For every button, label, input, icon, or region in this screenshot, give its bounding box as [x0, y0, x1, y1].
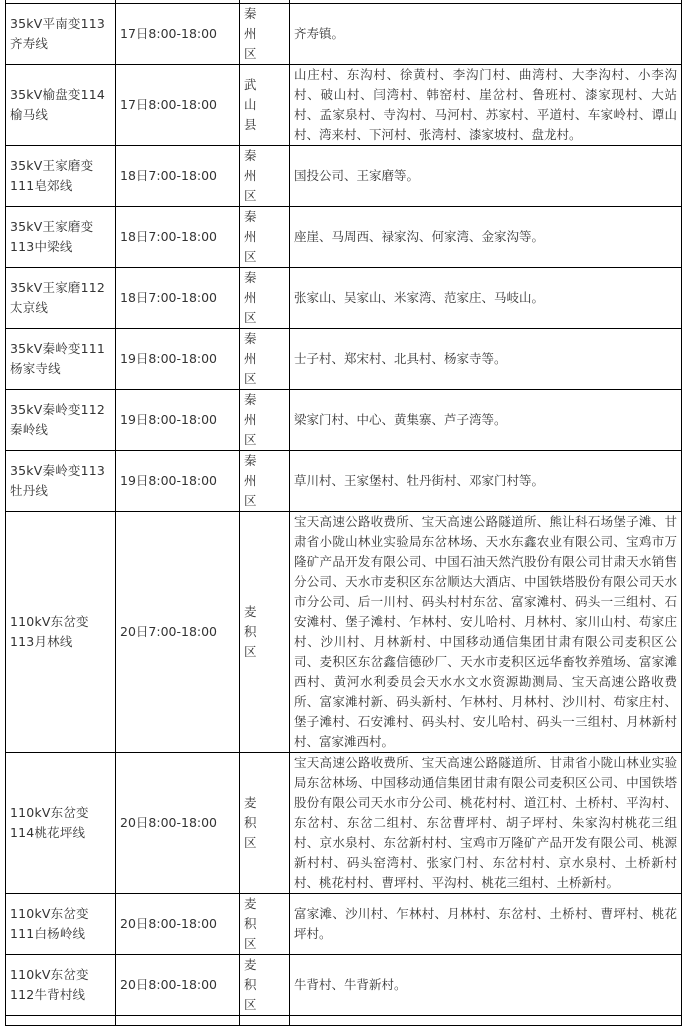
table-row — [6, 512, 682, 753]
affected-scope: 梁家门村、中心、黄集寨、芦子湾等。 — [290, 390, 682, 451]
district: 秦州区 — [240, 451, 290, 512]
line-name: 35kV王家磨112太京线 — [6, 268, 116, 329]
table-row — [6, 955, 682, 1016]
outage-time: 20日8:00-18:00 — [116, 753, 240, 894]
affected-scope: 宝天高速公路收费所、宝天高速公路隧道所、熊让科石场堡子滩、甘肃省小陇山林业实验局东岔林场、天水东鑫农业有限公司、宝鸡市万隆矿产品开发有限公司、中国石油天然汽股份有限公司甘肃天水销售分公司、天水市麦积区东岔顺达大酒店、中国铁塔股份有限公司天水市分公司、后一川村、码头村村东岔、富家滩村、码头一三组村、石安滩村、堡子滩村、乍林村、安儿哈村、月林村、家川山村、苟家庄村、沙川村、月林新村、中国移动通信集团甘肃有限公司麦积区公司、麦积区东岔鑫信德砂厂、天水市麦积区远华畜牧养殖场、富家滩西村、黄河水利委员会天水水文水资源勘测局、宝天高速公路收费所、富家滩村新、码头新村、乍林村、月林村、沙川村、苟家庄村、堡子滩村、石安滩村、码头村、安儿哈村、码头一三组村、月林新村村、富家滩西村。 — [290, 512, 682, 753]
outage-time: 20日8:00-18:00 — [116, 894, 240, 955]
line-name: 35kV王家磨变111皂郊线 — [6, 146, 116, 207]
line-name: 110kV东岔变111白杨岭线 — [6, 894, 116, 955]
table-row — [6, 146, 682, 207]
line-name: 110kV东岔变114桃花坪线 — [6, 753, 116, 894]
table-row — [6, 753, 682, 894]
district: 秦州区 — [240, 146, 290, 207]
affected-scope: 张家山、吴家山、米家湾、范家庄、马岐山。 — [290, 268, 682, 329]
outage-time: 18日7:00-18:00 — [116, 146, 240, 207]
outage-schedule-table — [5, 0, 682, 1026]
table-row — [6, 390, 682, 451]
district: 麦积区 — [240, 753, 290, 894]
outage-time: 19日8:00-18:00 — [116, 390, 240, 451]
line-name: 35kV王家磨变113中梁线 — [6, 207, 116, 268]
table-row — [6, 65, 682, 146]
district: 麦积区 — [240, 512, 290, 753]
table-row — [6, 894, 682, 955]
affected-scope: 宝天高速公路收费所、宝天高速公路隧道所、甘肃省小陇山林业实验局东岔林场、中国移动通信集团甘肃有限公司麦积区公司、中国铁塔股份有限公司天水市分公司、桃花村村、道江村、土桥村、平沟村、东岔村、东岔二组村、东岔曹坪村、胡子坪村、朱家沟村桃花三组村、京水泉村、东岔新村村、宝鸡市万隆矿产品开发有限公司、桃源新村村、码头窑湾村、张家门村、东岔村村、京水泉村、土桥新村村、桃花村村、曹坪村、平沟村、桃花三组村、土桥新村。 — [290, 753, 682, 894]
district: 武山县 — [240, 65, 290, 146]
district: 秦州区 — [240, 4, 290, 65]
district: 麦积区 — [240, 894, 290, 955]
table-row — [6, 451, 682, 512]
affected-scope: 齐寿镇。 — [290, 4, 682, 65]
table-row — [6, 268, 682, 329]
affected-scope: 国投公司、王家磨等。 — [290, 146, 682, 207]
line-name: 110kV东岔变112牛背村线 — [6, 955, 116, 1016]
table-row — [6, 4, 682, 65]
district: 麦积区 — [240, 955, 290, 1016]
affected-scope: 士子村、郑宋村、北具村、杨家寺等。 — [290, 329, 682, 390]
line-name: 35kV秦岭变111杨家寺线 — [6, 329, 116, 390]
line-name: 35kV秦岭变113牡丹线 — [6, 451, 116, 512]
outage-time: 20日7:00-18:00 — [116, 512, 240, 753]
affected-scope: 富家滩、沙川村、乍林村、月林村、东岔村、土桥村、曹坪村、桃花坪村。 — [290, 894, 682, 955]
table-row — [6, 329, 682, 390]
line-name: 35kV平南变113齐寿线 — [6, 4, 116, 65]
affected-scope: 牛背村、牛背新村。 — [290, 955, 682, 1016]
district: 秦州区 — [240, 329, 290, 390]
line-name: 35kV秦岭变112秦岭线 — [6, 390, 116, 451]
district: 秦州区 — [240, 207, 290, 268]
district: 秦州区 — [240, 268, 290, 329]
outage-time: 17日8:00-18:00 — [116, 4, 240, 65]
table-row — [6, 207, 682, 268]
outage-time: 19日8:00-18:00 — [116, 329, 240, 390]
line-name: 110kV东岔变113月林线 — [6, 512, 116, 753]
outage-time: 18日7:00-18:00 — [116, 268, 240, 329]
district: 秦州区 — [240, 390, 290, 451]
affected-scope: 草川村、王家堡村、牡丹街村、邓家门村等。 — [290, 451, 682, 512]
table-row-bottom — [6, 1016, 682, 1026]
outage-time: 19日8:00-18:00 — [116, 451, 240, 512]
outage-time: 20日8:00-18:00 — [116, 955, 240, 1016]
affected-scope: 山庄村、东沟村、徐黄村、李沟门村、曲湾村、大李沟村、小李沟村、破山村、闫湾村、韩窑村、崖岔村、鲁班村、漆家现村、大站村、孟家泉村、寺沟村、马河村、苏家村、平道村、车家岭村、谭山村、湾来村、下河村、张湾村、漆家坡村、盘龙村。 — [290, 65, 682, 146]
line-name: 35kV榆盘变114榆马线 — [6, 65, 116, 146]
outage-time: 18日7:00-18:00 — [116, 207, 240, 268]
outage-time: 17日8:00-18:00 — [116, 65, 240, 146]
affected-scope: 座崖、马周西、禄家沟、何家湾、金家沟等。 — [290, 207, 682, 268]
